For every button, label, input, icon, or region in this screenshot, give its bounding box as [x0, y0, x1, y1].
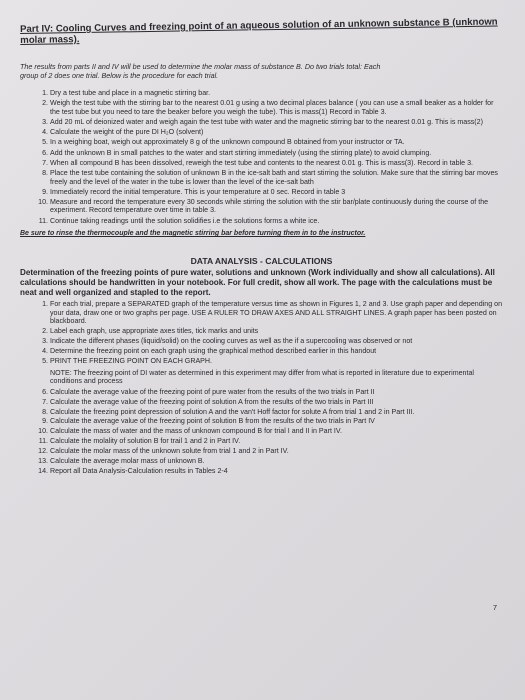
part-title: Part IV: Cooling Curves and freezing point of an aqueous solution of an unknown substance B (unknown molar mass). [20, 16, 498, 46]
analysis-item: 13. Calculate the average molar mass of unknown B. [50, 457, 503, 466]
procedure-step: 4. Calculate the weight of the pure DI H₂O (solvent) [50, 128, 503, 137]
analysis-item: 2. Label each graph, use appropriate axes titles, tick marks and units [50, 327, 503, 336]
procedure-step: 5. In a weighing boat, weigh out approximately 8 g of the unknown compound B obtained from your instructor or TA. [50, 138, 503, 147]
rinse-note: Be sure to rinse the thermocouple and the magnetic stirring bar before turning them in to the instructor. [20, 230, 366, 238]
intro-text: The results from parts II and IV will be used to determine the molar mass of substance B. Do two trials total: Each group of 2 does one trial. Below is the procedure for each trial. [20, 62, 381, 80]
analysis-item: 10. Calculate the mass of water and the mass of unknown compound B for trial I and II in Part IV. [50, 427, 503, 436]
analysis-instructions: Determination of the freezing points of pure water, solutions and unknown (Work individually and show all calculations). All calculations should be handwritten in your notebook. For full credit, show all work. The page with the calculations must be neat and well organized and stapled to the report. [20, 268, 495, 298]
analysis-heading: DATA ANALYSIS - CALCULATIONS [190, 256, 333, 267]
analysis-item: 8. Calculate the freezing point depression of solution A and the van't Hoff factor for solute A from trial 1 and 2 in Part III. [50, 408, 503, 417]
analysis-item: 5. PRINT THE FREEZING POINT ON EACH GRAPH. [50, 357, 503, 366]
analysis-item: 12. Calculate the molar mass of the unknown solute from trial 1 and 2 in Part IV. [50, 447, 503, 456]
analysis-item: 9. Calculate the average value of the freezing point of solution B from the results of the two trials in Part IV [50, 417, 503, 426]
analysis-list-b [20, 388, 503, 476]
analysis-item: 3. Indicate the different phases (liquid/solid) on the cooling curves as well as the if a supercooling was observed or not [50, 337, 503, 346]
analysis-item: 6. Calculate the average value of the freezing point of pure water from the results of the two trials in Part II [50, 388, 503, 397]
procedure-list [20, 89, 503, 225]
analysis-item: 4. Determine the freezing point on each graph using the graphical method described earlier in this handout [50, 347, 503, 356]
analysis-item: 1. For each trial, prepare a SEPARATED graph of the temperature versus time as shown in Figures 1, 2 and 3. Use graph paper and depending on your data, draw one or two graphs per page. USE A RULER TO DRAW AXES AND ALL STRAIGHT LINES. A graph paper has been posted on blackboard. [50, 300, 503, 326]
freezing-point-note: NOTE: The freezing point of DI water as determined in this experiment may differ from what is reported in literature due to experimental conditions and process [50, 368, 474, 386]
analysis-item: 7. Calculate the average value of the freezing point of solution A from the results of the two trials in Part III [50, 398, 503, 407]
procedure-step: 9. Immediately record the initial temperature. This is your temperature at 0 sec. Record in table 3 [50, 188, 503, 197]
analysis-item: 11. Calculate the molality of solution B for trail 1 and 2 in Part IV. [50, 437, 503, 446]
procedure-step: 2. Weigh the test tube with the stirring bar to the nearest 0.01 g using a two decimal places balance ( you can use a small beaker as a holder for the test tube but you need to tare the beaker before you weigh the tube). This is mass(1) Record in Table 3. [50, 99, 503, 116]
procedure-step: 10. Measure and record the temperature every 30 seconds while stirring the solution with the stir bar/plate continuously during the course of the experiment. Record temperature over time in table 3. [50, 198, 503, 215]
page-number: 7 [492, 603, 497, 612]
procedure-step: 1. Dry a test tube and place in a magnetic stirring bar. [50, 89, 503, 98]
procedure-step: 3. Add 20 mL of deionized water and weigh again the test tube with water and the magnetic stirring bar to the nearest 0.01 g. This is mass(2) [50, 118, 503, 127]
analysis-list-a [20, 300, 503, 365]
procedure-step: 6. Add the unknown B in small patches to the water and start stirring immediately (using the stirring plate) to avoid clumping. [50, 149, 503, 158]
procedure-step: 7. When all compound B has been dissolved, reweigh the test tube and contents to the nearest 0.01 g. This is mass(3). Record in table 3. [50, 159, 503, 168]
analysis-item: 14. Report all Data Analysis-Calculation results in Tables 2-4 [50, 467, 503, 476]
procedure-step: 8. Place the test tube containing the solution of unknown B in the ice-salt bath and start stirring the solution. Make sure that the stirring bar moves freely and the level of the water in the tube is lower than the level of the ice-salt bath [50, 169, 503, 186]
procedure-step: 11. Continue taking readings until the solution solidifies i.e the solutions forms a white ice. [50, 217, 503, 226]
